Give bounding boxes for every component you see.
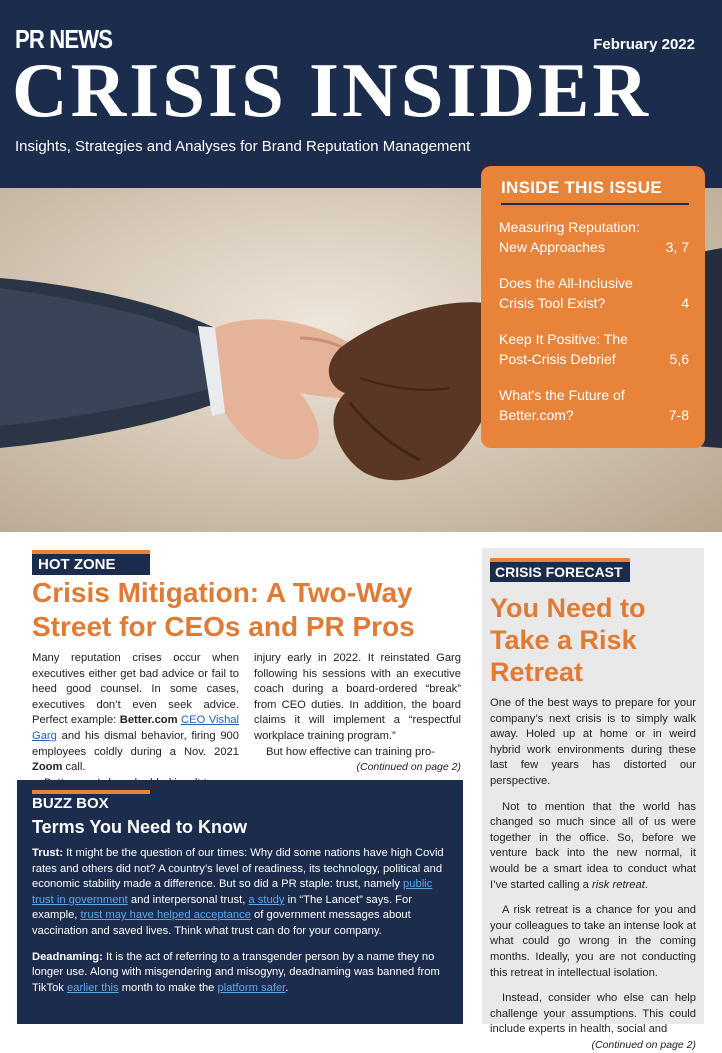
text-run: in “The Lancet” says. For example,: [32, 893, 412, 922]
toc-item-title: Measuring Reputation: New Approaches: [499, 219, 640, 255]
text-run: It is the act of referring to a transgender person by a name they no longer use. Along with misgendering and misogyny, deadnaming was banned from TikTok: [32, 950, 440, 994]
term-label: Trust:: [32, 847, 64, 859]
masthead: [0, 0, 722, 188]
emphasis: risk retreat: [591, 878, 645, 891]
toc-item-title: What's the Future of Better.com?: [499, 387, 625, 423]
tagline: Insights, Strategies and Analyses for Brand Reputation Management: [15, 138, 471, 155]
article-paragraph: [32, 651, 239, 776]
toc-item-pages: 7-8: [668, 407, 689, 423]
toc-item-title: Keep It Positive: The Post-Crisis Debrief: [499, 331, 628, 367]
trust-definition: [32, 846, 448, 940]
text-run: Not to mention that the world has changed so much since all of us were together in the office. So, before we venture back into the new normal, it would be a smart idea to conduct what I’ve started calling a: [490, 800, 696, 891]
text-run: Many reputation crises occur when executives either get bad advice or fail to heed good counsel. In some cases, executives don’t even seek advice. Perfect example:: [32, 652, 239, 727]
trust-acceptance-link[interactable]: trust may have helped acceptance: [80, 909, 251, 922]
text-run: It might be the question of our times: Why did some nations have high Covid rates and others did not? A country’s level of readiness, its technology, political and economic stability made a difference. But so did a PR staple: trust, namely: [32, 847, 444, 891]
crisis-forecast-kicker: CRISIS FORECAST: [490, 558, 630, 582]
deadnaming-definition: [32, 950, 448, 997]
toc-item-pages: 5,6: [669, 351, 689, 367]
continued-link[interactable]: (Continued on page 2): [591, 1038, 696, 1051]
continued-link[interactable]: (Continued on page 2): [356, 761, 461, 774]
forecast-body: [490, 696, 696, 1053]
brand-logo: PR NEWS: [15, 24, 113, 54]
text-run: of government messages about vaccination and saved lives. Think what trust can do for your company.: [32, 909, 411, 937]
toc-item[interactable]: [499, 273, 689, 313]
text-run: and interpersonal trust,: [127, 893, 249, 906]
article-paragraph: injury early in 2022. It reinstated Garg following his sessions with an executive coach during a board-ordered “break” from CEO duties. In addition, the board claims it will implement a “respectful workplace training program.”: [254, 652, 461, 742]
hot-zone-kicker: HOT ZONE: [32, 550, 150, 575]
crisis-forecast-sidebar: [482, 548, 704, 1051]
toc-item[interactable]: [499, 217, 689, 257]
forecast-paragraph: Instead, consider who else can help challenge your assumptions. This could include experts in health, social and: [490, 992, 696, 1036]
buzz-box-title: Terms You Need to Know: [32, 817, 248, 837]
toc-item-pages: 4: [681, 295, 689, 311]
toc-item[interactable]: [499, 385, 689, 425]
public-trust-link[interactable]: public trust in government: [32, 878, 433, 906]
publication-title: CRISIS INSIDER: [12, 47, 651, 133]
article-column-1: [32, 651, 239, 791]
forecast-paragraph: [490, 800, 696, 894]
term-label: Deadnaming:: [32, 950, 103, 963]
text-run: and his dismal behavior, firing 900 employees coldly during a Nov. 2021: [32, 729, 239, 758]
toc-title: INSIDE THIS ISSUE: [501, 178, 689, 205]
article-paragraph: But how effective can training pro-: [266, 745, 435, 758]
buzz-box-kicker: BUZZ BOX: [32, 790, 150, 813]
platform-safer-link[interactable]: platform safer: [217, 981, 286, 994]
text-run: month to make the: [118, 981, 218, 994]
toc-item-pages: 3, 7: [665, 239, 689, 255]
toc-item-title: Does the All-Inclusive Crisis Tool Exist?: [499, 275, 633, 311]
issue-date: February 2022: [593, 36, 695, 53]
buzz-box: [17, 780, 463, 1024]
hot-zone-headline: Crisis Mitigation: A Two-Way Street for CEOs and PR Pros: [32, 577, 415, 642]
forecast-paragraph: One of the best ways to prepare for your company’s next crisis is to simply walk away. Holed up at home or in weird hybrid work environments during these last few years has distorted our perspective.: [490, 697, 696, 787]
text-run: call.: [62, 761, 86, 774]
study-link[interactable]: a study: [248, 893, 285, 906]
text-run: .: [285, 981, 289, 994]
inside-this-issue-panel: [481, 166, 705, 448]
earlier-this-link[interactable]: earlier this: [67, 981, 119, 994]
company-name: Better.com: [119, 714, 178, 727]
forecast-paragraph: A risk retreat is a chance for you and your colleagues to take an intense look at what could go wrong in the coming months. Ideally, you are not conducting this retreat in intellectual isolation.: [490, 904, 696, 979]
company-name: Zoom: [32, 761, 63, 774]
toc-item[interactable]: [499, 329, 689, 369]
article-column-2: [254, 651, 461, 776]
text-run: .: [644, 878, 648, 891]
forecast-headline: You Need to Take a Risk Retreat: [490, 593, 646, 687]
ceo-link[interactable]: CEO Vishal Garg: [32, 714, 239, 742]
